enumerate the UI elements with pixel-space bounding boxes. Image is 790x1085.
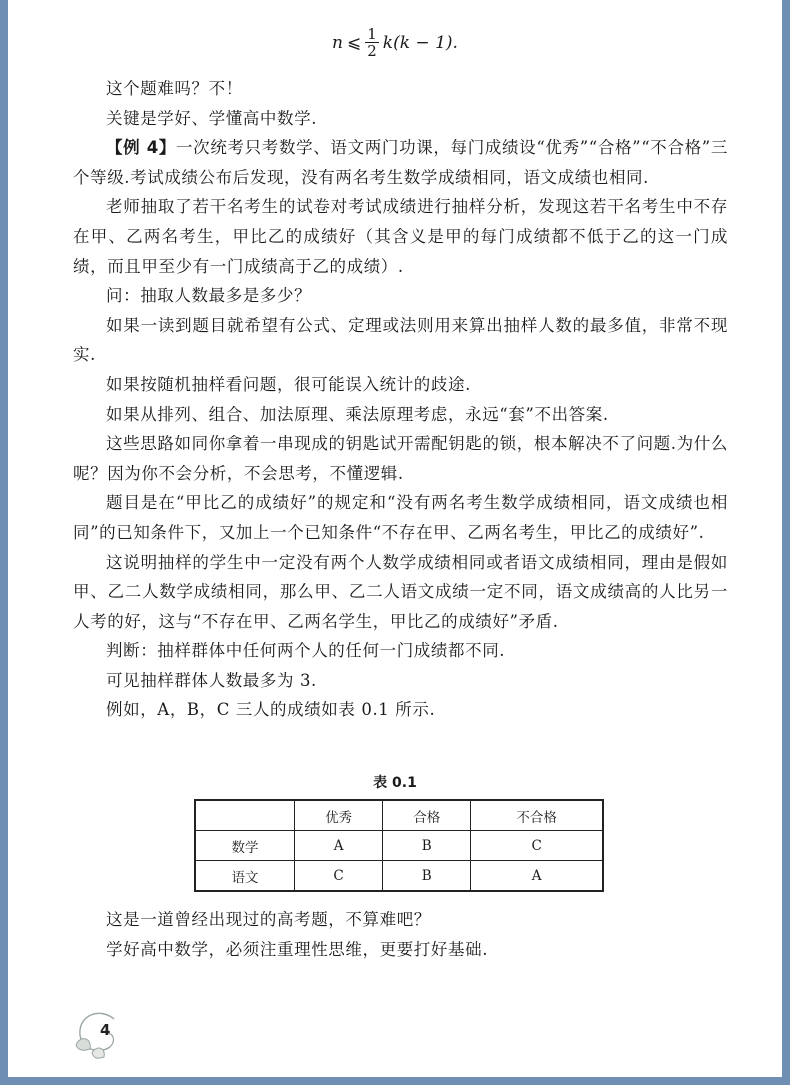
paragraph: 判断：抽样群体中任何两个人的任何一门成绩都不同. bbox=[106, 641, 506, 661]
page-number-ornament bbox=[70, 1005, 132, 1065]
table-row bbox=[195, 861, 603, 892]
table-row bbox=[195, 831, 603, 861]
table-header-row bbox=[195, 800, 603, 831]
table-cell: A bbox=[471, 861, 603, 892]
paragraph: 如果按随机抽样看问题，很可能误入统计的歧途. bbox=[106, 374, 471, 394]
paragraph: 可见抽样群体人数最多为 3. bbox=[106, 670, 317, 690]
formula-lhs: n bbox=[332, 32, 343, 53]
paragraph: 如果从排列、组合、加法原理、乘法原理考虑，永远“套”不出答案. bbox=[106, 404, 609, 424]
paragraph: 这些思路如同你拿着一串现成的钥匙试开需配钥匙的锁，根本解决不了问题.为什么呢？因为你不会分析，不会思考，不懂逻辑. bbox=[73, 434, 728, 483]
paragraph: 这是一道曾经出现过的高考题，不算难吧？ bbox=[106, 910, 431, 929]
table-header-cell: 合格 bbox=[383, 800, 471, 831]
table-cell: B bbox=[383, 831, 471, 861]
table-header-cell: 优秀 bbox=[295, 800, 383, 831]
page bbox=[8, 0, 782, 1077]
paragraph: 如果一读到题目就希望有公式、定理或法则用来算出抽样人数的最多值，非常不现实. bbox=[73, 315, 728, 365]
paragraph: 例如，A，B，C 三人的成绩如表 0.1 所示. bbox=[106, 700, 436, 720]
formula bbox=[8, 26, 782, 66]
paragraph: 这说明抽样的学生中一定没有两个人数学成绩相同或者语文成绩相同，理由是假如甲、乙二人数学成绩相同，那么甲、乙二人语文成绩一定不同，语文成绩高的人比另一人考的好，这与“不存在甲、乙两名学生，甲比乙的成绩好”矛盾. bbox=[73, 552, 728, 631]
table-cell: B bbox=[383, 861, 471, 892]
page-number: 4 bbox=[100, 1021, 111, 1039]
score-table bbox=[194, 799, 604, 892]
formula-fraction bbox=[365, 26, 379, 59]
paragraph: 题目是在“甲比乙的成绩好”的规定和“没有两名考生数学成绩相同，语文成绩也相同”的已知条件下，又加上一个已知条件“不存在甲、乙两名考生，甲比乙的成绩好”. bbox=[73, 493, 728, 542]
paragraph: 老师抽取了若干名考生的试卷对考试成绩进行抽样分析，发现这若干名考生中不存在甲、乙两名考生，甲比乙的成绩好（其含义是甲的每门成绩都不低于乙的这一门成绩，而且甲至少有一门成绩高于乙的成绩）. bbox=[73, 197, 728, 276]
body-text bbox=[73, 74, 728, 725]
paragraph: 这个题难吗？不！ bbox=[106, 79, 243, 98]
example-label: 【例 4】 bbox=[106, 138, 177, 158]
table-cell: 语文 bbox=[195, 861, 295, 892]
example-text: 一次统考只考数学、语文两门功课，每门成绩设“优秀”“合格”“不合格”三个等级.考试成绩公布后发现，没有两名考生数学成绩相同，语文成绩也相同. bbox=[73, 138, 728, 187]
closing-text bbox=[73, 905, 728, 964]
table-caption: 表 0.1 bbox=[373, 775, 417, 791]
paragraph: 问：抽取人数最多是多少？ bbox=[106, 286, 312, 306]
formula-rhs: k(k − 1). bbox=[382, 32, 458, 53]
table-cell: C bbox=[295, 861, 383, 892]
paragraph: 学好高中数学，必须注重理性思维，更要打好基础. bbox=[106, 939, 489, 959]
table-cell: 数学 bbox=[195, 831, 295, 861]
fraction-numerator: 1 bbox=[367, 25, 377, 43]
table-header-cell bbox=[195, 800, 295, 831]
example-paragraph bbox=[73, 133, 728, 192]
table-cell: A bbox=[295, 831, 383, 861]
paragraph: 关键是学好、学懂高中数学. bbox=[106, 108, 318, 128]
formula-relation: ⩽ bbox=[347, 32, 362, 53]
fraction-denominator: 2 bbox=[367, 42, 377, 60]
table-cell: C bbox=[471, 831, 603, 861]
table-header-cell: 不合格 bbox=[471, 800, 603, 831]
